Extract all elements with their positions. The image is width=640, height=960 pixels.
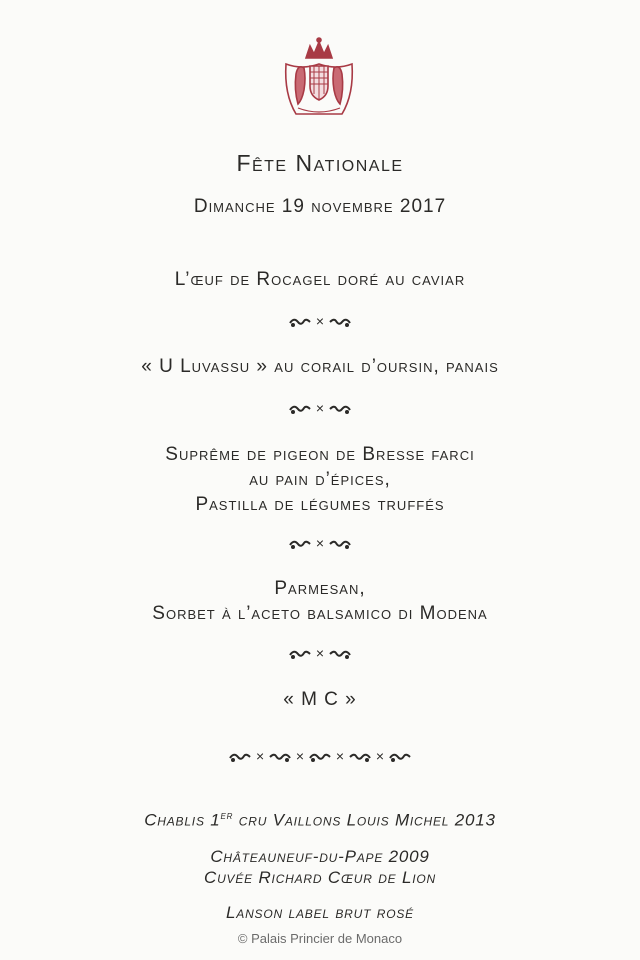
separator: [0, 535, 640, 551]
flourish-right-icon: [328, 315, 352, 329]
flourish-icon: [228, 750, 252, 764]
separator-mark: ×: [315, 313, 325, 329]
course-1: [0, 267, 640, 292]
separator-mark: ×: [255, 748, 265, 764]
flourish-right-icon: [328, 537, 352, 551]
flourish-icon: [348, 750, 372, 764]
course-4: [0, 576, 640, 626]
course-2-line-1: « U Luvassu » au corail d’oursin, panais: [141, 356, 499, 377]
photo-credit: © Palais Princier de Monaco: [237, 931, 403, 946]
flourish-left-icon: [288, 402, 312, 416]
course-5-line-1: « M C »: [283, 689, 357, 710]
separator-mark: ×: [315, 535, 325, 551]
flourish-icon: [268, 750, 292, 764]
course-4-line-1: Parmesan,: [274, 578, 366, 599]
course-3-line-2: au pain d’épices,: [249, 469, 391, 490]
wine-chateauneuf: [0, 846, 640, 888]
course-3: [0, 442, 640, 517]
flourish-left-icon: [288, 315, 312, 329]
flourish-left-icon: [288, 537, 312, 551]
course-2: [0, 354, 640, 379]
course-3-line-3: Pastilla de légumes truffés: [195, 494, 445, 515]
separator-mark: ×: [375, 748, 385, 764]
course-4-line-2: Sorbet à l’aceto balsamico di Modena: [152, 603, 488, 624]
separator-mark: ×: [315, 645, 325, 661]
flourish-icon: [388, 750, 412, 764]
wine-champagne: Lanson label brut rosé: [226, 903, 414, 922]
flourish-left-icon: [288, 647, 312, 661]
wine-chateauneuf-line-1: Châteauneuf-du-Pape 2009: [210, 847, 430, 866]
course-1-line-1: L’œuf de Rocagel doré au caviar: [174, 269, 466, 290]
flourish-icon: [308, 750, 332, 764]
event-date: Dimanche 19 novembre 2017: [193, 196, 447, 217]
separator-mark: ×: [315, 400, 325, 416]
separator-mark: ×: [295, 748, 305, 764]
separator: [0, 400, 640, 416]
wine-chablis-superscript: er: [220, 810, 234, 822]
course-3-line-1: Suprême de pigeon de Bresse farci: [165, 444, 475, 465]
flourish-right-icon: [328, 402, 352, 416]
crest-icon: [276, 34, 362, 120]
event-title: Fête Nationale: [236, 150, 404, 176]
course-5: [0, 687, 640, 712]
separator: [0, 313, 640, 329]
long-separator: [0, 748, 640, 764]
separator-mark: ×: [335, 748, 345, 764]
flourish-right-icon: [328, 647, 352, 661]
wine-chablis: [0, 806, 640, 831]
wine-chablis-prefix: Chablis 1: [144, 810, 221, 830]
wine-chablis-rest: cru Vaillons Louis Michel 2013: [233, 810, 496, 830]
separator: [0, 645, 640, 661]
wine-chateauneuf-line-2: Cuvée Richard Cœur de Lion: [204, 868, 436, 887]
